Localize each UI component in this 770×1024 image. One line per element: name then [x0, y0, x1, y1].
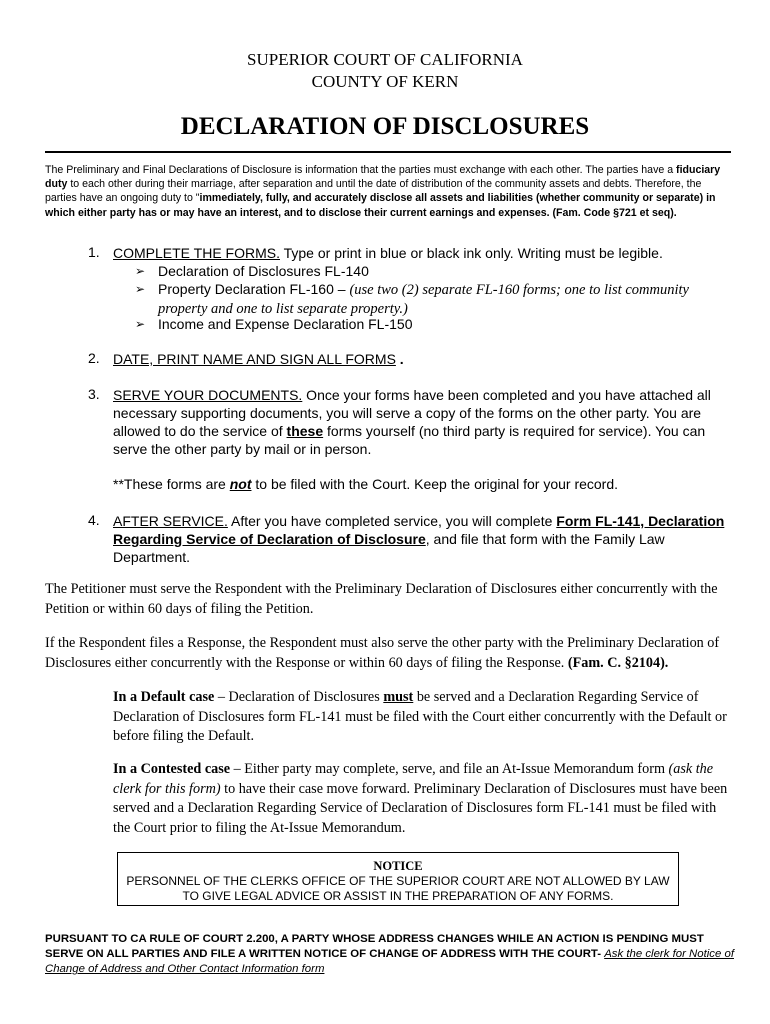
- address-change-notice: PURSUANT TO CA RULE OF COURT 2.200, A PARTY WHOSE ADDRESS CHANGES WHILE AN ACTION IS PENDING MUST SERVE ON ALL PARTIES AND FILE A WRITTEN NOTICE OF CHANGE OF ADDRESS WITH THE COURT- Ask the clerk for Notice of Change of Address and Other Contact Information form: [45, 933, 734, 975]
- step-3-note: **These forms are not to be filed with the Court. Keep the original for your record.: [113, 476, 619, 492]
- change-of-address-form-reference: Ask the clerk for Notice of Change of Address and Other Contact Information form: [45, 948, 734, 975]
- step-1-number: 1.: [88, 244, 100, 260]
- step-1-heading: COMPLETE THE FORMS.: [113, 245, 280, 261]
- arrow-bullet-icon: ➢: [135, 264, 146, 278]
- step-3-number: 3.: [88, 386, 100, 402]
- step-3-heading: SERVE YOUR DOCUMENTS.: [113, 387, 303, 403]
- step-2-number: 2.: [88, 350, 100, 366]
- arrow-bullet-icon: ➢: [135, 317, 146, 331]
- court-name: SUPERIOR COURT OF CALIFORNIA: [247, 50, 523, 69]
- default-case-paragraph: In a Default case – Declaration of Disclosures must be served and a Declaration Regarding Service of Declaration of Disclosures form FL-141 must be filed with the Court either concurrently with the Default or before filing the Default.: [113, 689, 727, 744]
- step-4-heading: AFTER SERVICE.: [113, 513, 228, 529]
- notice-title: NOTICE: [373, 859, 423, 873]
- page-title: DECLARATION OF DISCLOSURES: [180, 113, 590, 140]
- title-divider: [45, 151, 731, 153]
- step-2: DATE, PRINT NAME AND SIGN ALL FORMS .: [113, 351, 404, 367]
- step-4-number: 4.: [88, 512, 100, 528]
- form-fl141-reference: Form FL-141, Declaration Regarding Service of Declaration of Disclosure: [113, 513, 725, 547]
- step-4: AFTER SERVICE. After you have completed service, you will complete Form FL-141, Declaration Regarding Service of Declaration of Disclosure, and file that form with the Family Law Department.: [113, 513, 725, 565]
- contested-case-paragraph: In a Contested case – Either party may complete, serve, and file an At-Issue Memorandum form (ask the clerk for this form) to have their case move forward. Preliminary Declaration of Disclosures must have been served and a Declaration Regarding Service of Declaration of Disclosures form FL-141 must be filed with the Court prior to filing the At-Issue Memorandum.: [113, 761, 728, 836]
- step-3: SERVE YOUR DOCUMENTS. Once your forms have been completed and you have attached all necessary supporting documents, you will serve a copy of the forms on the other party. You are allowed to do the service of these forms yourself (no third party is required for service). You can serve the other party by mail or in person.: [113, 387, 711, 457]
- step-2-heading: DATE, PRINT NAME AND SIGN ALL FORMS: [113, 351, 396, 367]
- step-1: COMPLETE THE FORMS. Type or print in blue or black ink only. Writing must be legible.: [113, 245, 663, 261]
- bullet-fl160: ➢ Property Declaration FL-160 – (use two (2) separate FL-160 forms; one to list community property and one to list separate property.): [135, 281, 689, 317]
- notice-box: [117, 852, 679, 906]
- respondent-paragraph: If the Respondent files a Response, the Respondent must also serve the other party with the Preliminary Declaration of Disclosures either concurrently with the Response or within 60 days of filing the Response. (Fam. C. §2104).: [45, 635, 720, 671]
- petitioner-paragraph: The Petitioner must serve the Respondent with the Preliminary Declaration of Disclosures either concurrently with the Petition or within 60 days of filing the Petition.: [45, 581, 718, 617]
- intro-paragraph: The Preliminary and Final Declarations of Disclosure is information that the parties must exchange with each other. The parties have a fiduciary duty to each other during their marriage, after separation and until the date of distribution of the community assets and debts. Therefore, the parties have an ongoing duty to "immediately, fully, and accurately disclose all assets and liabilities (whether community or separate) in which either party has or may have an interest, and to disclose their current earnings and expenses. (Fam. Code §721 et seq).: [45, 164, 721, 219]
- arrow-bullet-icon: ➢: [135, 282, 146, 296]
- county-name: COUNTY OF KERN: [311, 72, 459, 91]
- notice-body: PERSONNEL OF THE CLERKS OFFICE OF THE SUPERIOR COURT ARE NOT ALLOWED BY LAW TO GIVE LEGAL ADVICE OR ASSIST IN THE PREPARATION OF ANY FORMS.: [126, 874, 670, 903]
